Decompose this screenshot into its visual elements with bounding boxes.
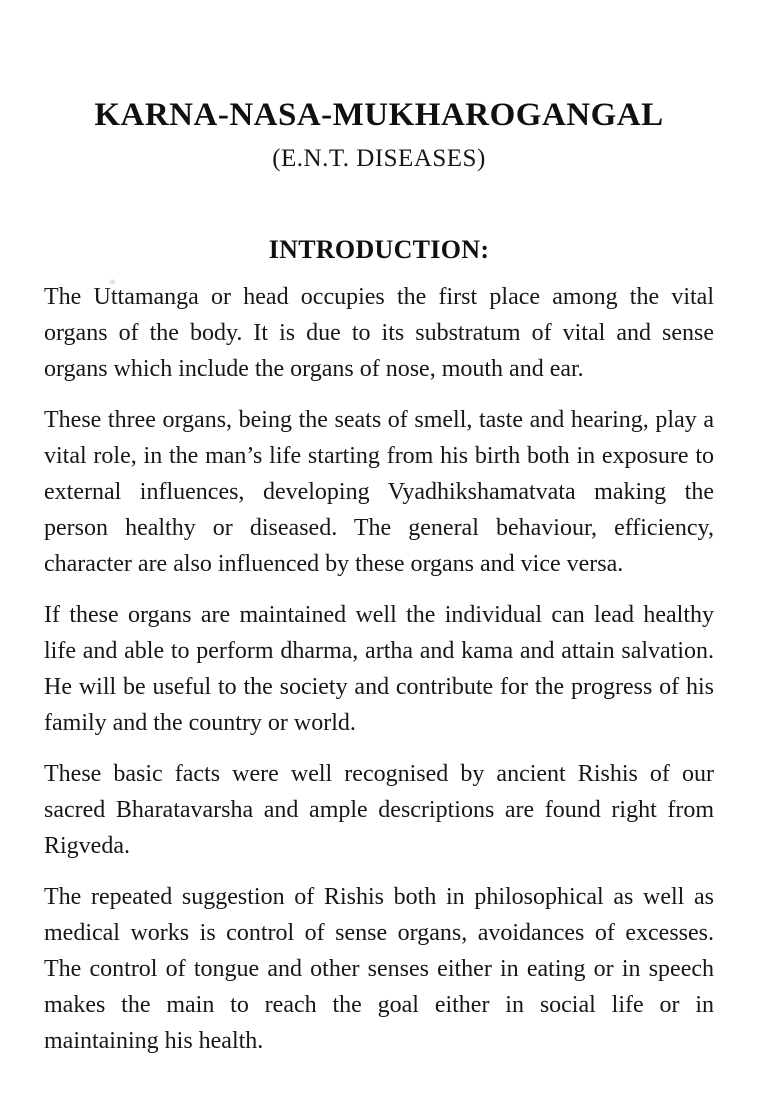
paragraph-1: The Uttamanga or head occupies the first place among the vital organs of the body. It is due to its substratum of vital and sense organs which include the organs of nose, mouth and ear. bbox=[44, 283, 714, 382]
scan-speck bbox=[110, 280, 115, 284]
paragraph-2: These three organs, being the seats of smell, taste and hearing, play a vital role, in the man’s life starting from his birth both in exposure to external influences, developing Vyadhikshamatvata making the person healthy or diseased. The general behaviour, efficiency, character are also influenced by these organs and vice versa. bbox=[44, 406, 714, 577]
paragraph-3: If these organs are maintained well the individual can lead healthy life and able to perform dharma, artha and kama and attain salvation. He will be useful to the society and contribute for the progress of his family and the country or world. bbox=[44, 601, 714, 736]
body-text bbox=[44, 279, 714, 1059]
book-subtitle: (E.N.T. DISEASES) bbox=[272, 144, 486, 172]
paragraph-5: The repeated suggestion of Rishis both in philosophical as well as medical works is control of sense organs, avoidances of excesses. The control of tongue and other senses either in eating or in speech makes the main to reach the goal either in social life or in maintaining his health. bbox=[44, 883, 714, 1054]
paragraph-4: These basic facts were well recognised by ancient Rishis of our sacred Bharatavarsha and ample descriptions are found right from Rigveda. bbox=[44, 760, 714, 859]
section-heading: INTRODUCTION: bbox=[268, 234, 490, 264]
book-title: KARNA-NASA-MUKHAROGANGAL bbox=[94, 97, 664, 133]
